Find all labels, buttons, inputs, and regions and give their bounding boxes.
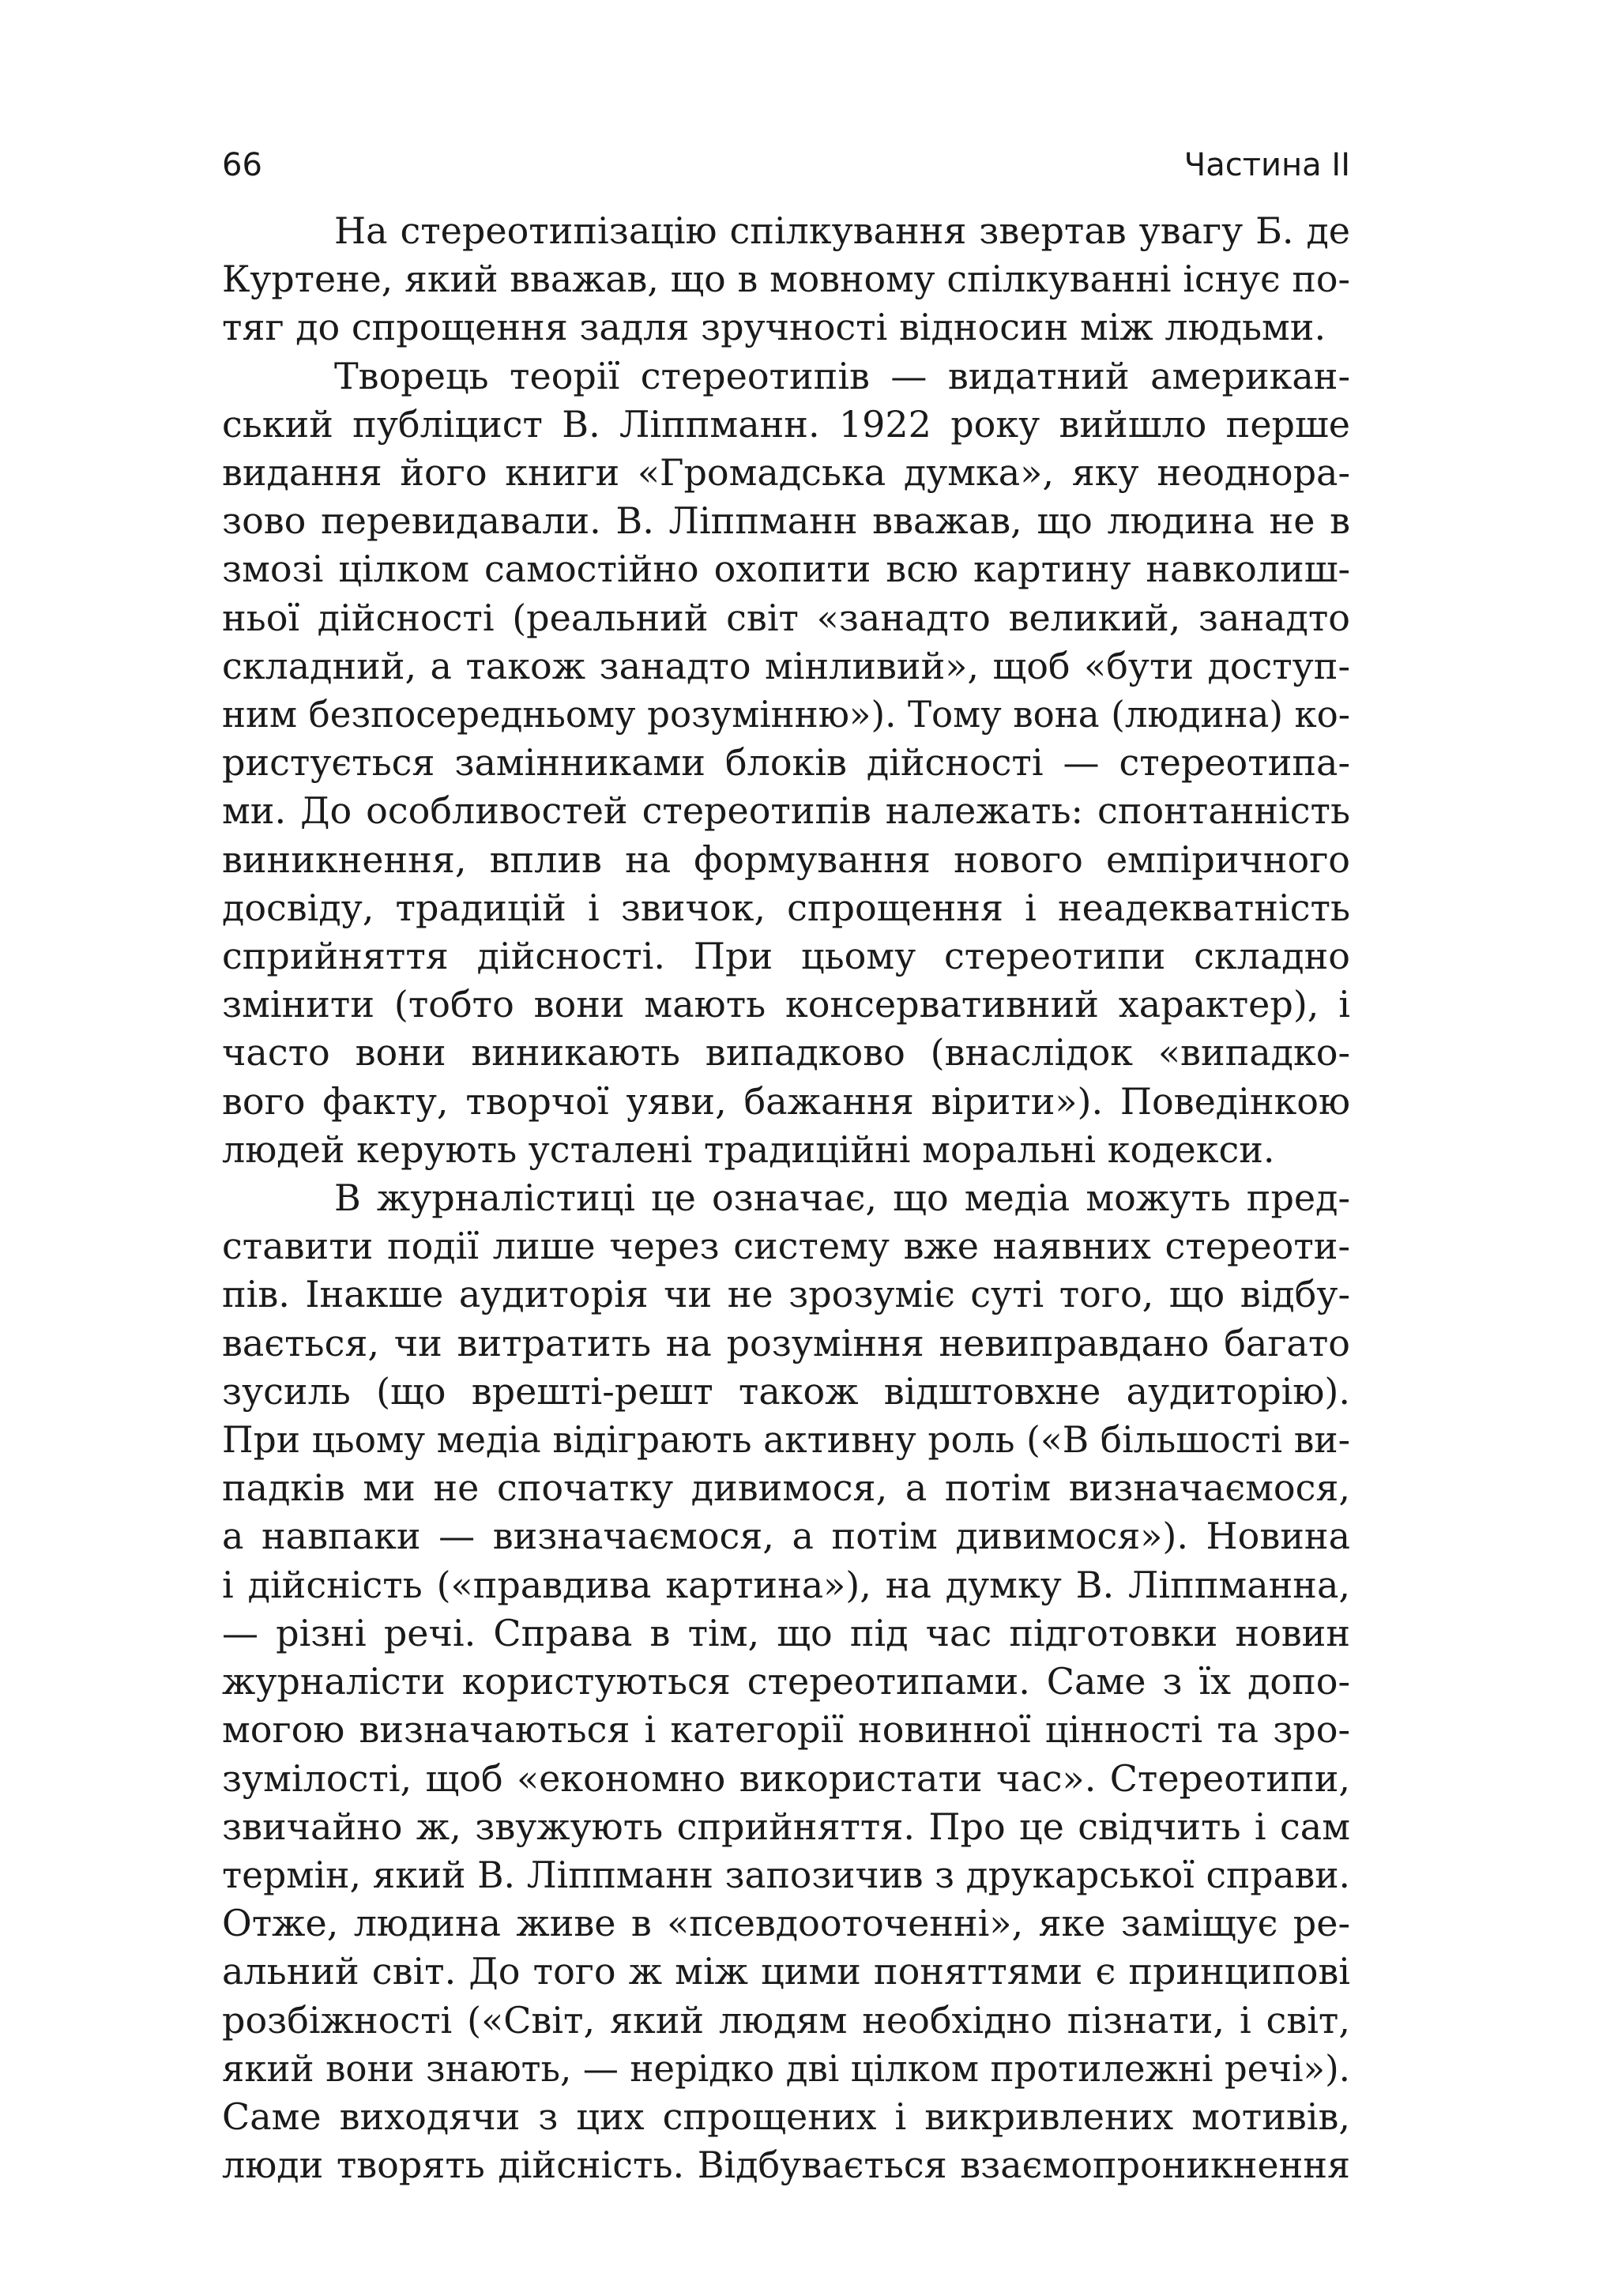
paragraph bbox=[222, 207, 1350, 352]
text-line: вається, чи витратить на розуміння невиправдано багато bbox=[222, 1321, 1350, 1364]
text-line: ставити події лише через систему вже наявних стереоти- bbox=[222, 1225, 1350, 1268]
text-line: Творець теорії стереотипів — видатний американ- bbox=[334, 354, 1350, 397]
text-line: складний, а також занадто мінливий», щоб «бути доступ- bbox=[222, 644, 1350, 687]
page-number: 66 bbox=[222, 147, 262, 183]
text-line: і дійсність («правдива картина»), на думку В. Ліппманна, bbox=[222, 1563, 1350, 1606]
text-line: зумілості, щоб «економно використати час». Стереотипи, bbox=[222, 1756, 1350, 1800]
text-line: — різні речі. Справа в тім, що під час підготовки новин bbox=[222, 1611, 1350, 1654]
paragraph bbox=[222, 352, 1350, 1174]
text-line: виникнення, вплив на формування нового емпіричного bbox=[222, 837, 1350, 881]
text-line: В журналістиці це означає, що медіа можуть пред- bbox=[334, 1176, 1350, 1220]
text-line: При цьому медіа відіграють активну роль («В більшості ви- bbox=[222, 1418, 1350, 1462]
text-line: розбіжності («Світ, який людям необхідно пізнати, і світ, bbox=[222, 1998, 1350, 2042]
text-line: зусиль (що врешті-решт також відштовхне аудиторію). bbox=[222, 1369, 1350, 1413]
text-line: людей керують усталені традиційні моральні кодекси. bbox=[222, 1127, 1275, 1171]
text-line: досвіду, традицій і звичок, спрощення і неадекватність bbox=[222, 886, 1350, 929]
text-line: Куртене, який вважав, що в мовному спілкуванні існує по- bbox=[222, 258, 1350, 301]
body-text bbox=[222, 207, 1350, 2189]
text-line: альний світ. До того ж між цими поняттями є принципові bbox=[222, 1950, 1350, 1993]
text-line: звичайно ж, звужують сприйняття. Про це свідчить і сам bbox=[222, 1805, 1350, 1848]
text-line: який вони знають, — нерідко дві цілком протилежні речі»). bbox=[222, 2046, 1350, 2090]
text-line: термін, який В. Ліппманн запозичив з друкарської справи. bbox=[222, 1853, 1350, 1896]
text-line: вого факту, творчої уяви, бажання вірити»). Поведінкою bbox=[222, 1079, 1350, 1123]
text-line: змінити (тобто вони мають консервативний характер), і bbox=[222, 983, 1350, 1026]
text-line: а навпаки — визначаємося, а потім дивимося»). Новина bbox=[222, 1515, 1350, 1558]
text-line: люди творять дійсність. Відбувається взаємопроникнення bbox=[222, 2144, 1350, 2187]
text-line: пів. Інакше аудиторія чи не зрозуміє суті того, що відбу- bbox=[222, 1273, 1350, 1316]
text-line: часто вони виникають випадково (внаслідок «випадко- bbox=[222, 1031, 1350, 1075]
text-line: ристується замінниками блоків дійсності — стереотипа- bbox=[222, 741, 1350, 785]
text-line: сприйняття дійсності. При цьому стереотипи складно bbox=[222, 935, 1350, 978]
running-head bbox=[222, 147, 1350, 194]
text-line: журналісти користуються стереотипами. Саме з їх допо- bbox=[222, 1660, 1350, 1703]
text-line: падків ми не спочатку дивимося, а потім визначаємося, bbox=[222, 1466, 1350, 1510]
text-line: Саме виходячи з цих спрощених і викривлених мотивів, bbox=[222, 2095, 1350, 2138]
text-line: Отже, людина живе в «псевдооточенні», яке заміщує ре- bbox=[222, 1902, 1350, 1945]
text-line: ський публіцист В. Ліппманн. 1922 року вийшло перше bbox=[222, 402, 1350, 446]
text-line: могою визначаються і категорії новинної цінності та зро- bbox=[222, 1708, 1350, 1752]
text-line: зово перевидавали. В. Ліппманн вважав, що людина не в bbox=[222, 499, 1350, 543]
text-line: ним безпосередньому розумінню»). Тому вона (людина) ко- bbox=[222, 693, 1350, 736]
text-line: ньої дійсності (реальний світ «занадто великий, занадто bbox=[222, 596, 1350, 639]
paragraph bbox=[222, 1174, 1350, 2189]
text-line: змозі цілком самостійно охопити всю картину навколиш- bbox=[222, 548, 1350, 591]
text-line: видання його книги «Громадська думка», яку неоднора- bbox=[222, 451, 1350, 495]
text-line: ми. До особливостей стереотипів належать: спонтанність bbox=[222, 789, 1350, 833]
text-line: На стереотипізацію спілкування звертав увагу Б. де bbox=[334, 209, 1350, 252]
part-title: Частина ІІ bbox=[1183, 147, 1350, 183]
text-line: тяг до спрощення задля зручності відносин між людьми. bbox=[222, 306, 1326, 349]
